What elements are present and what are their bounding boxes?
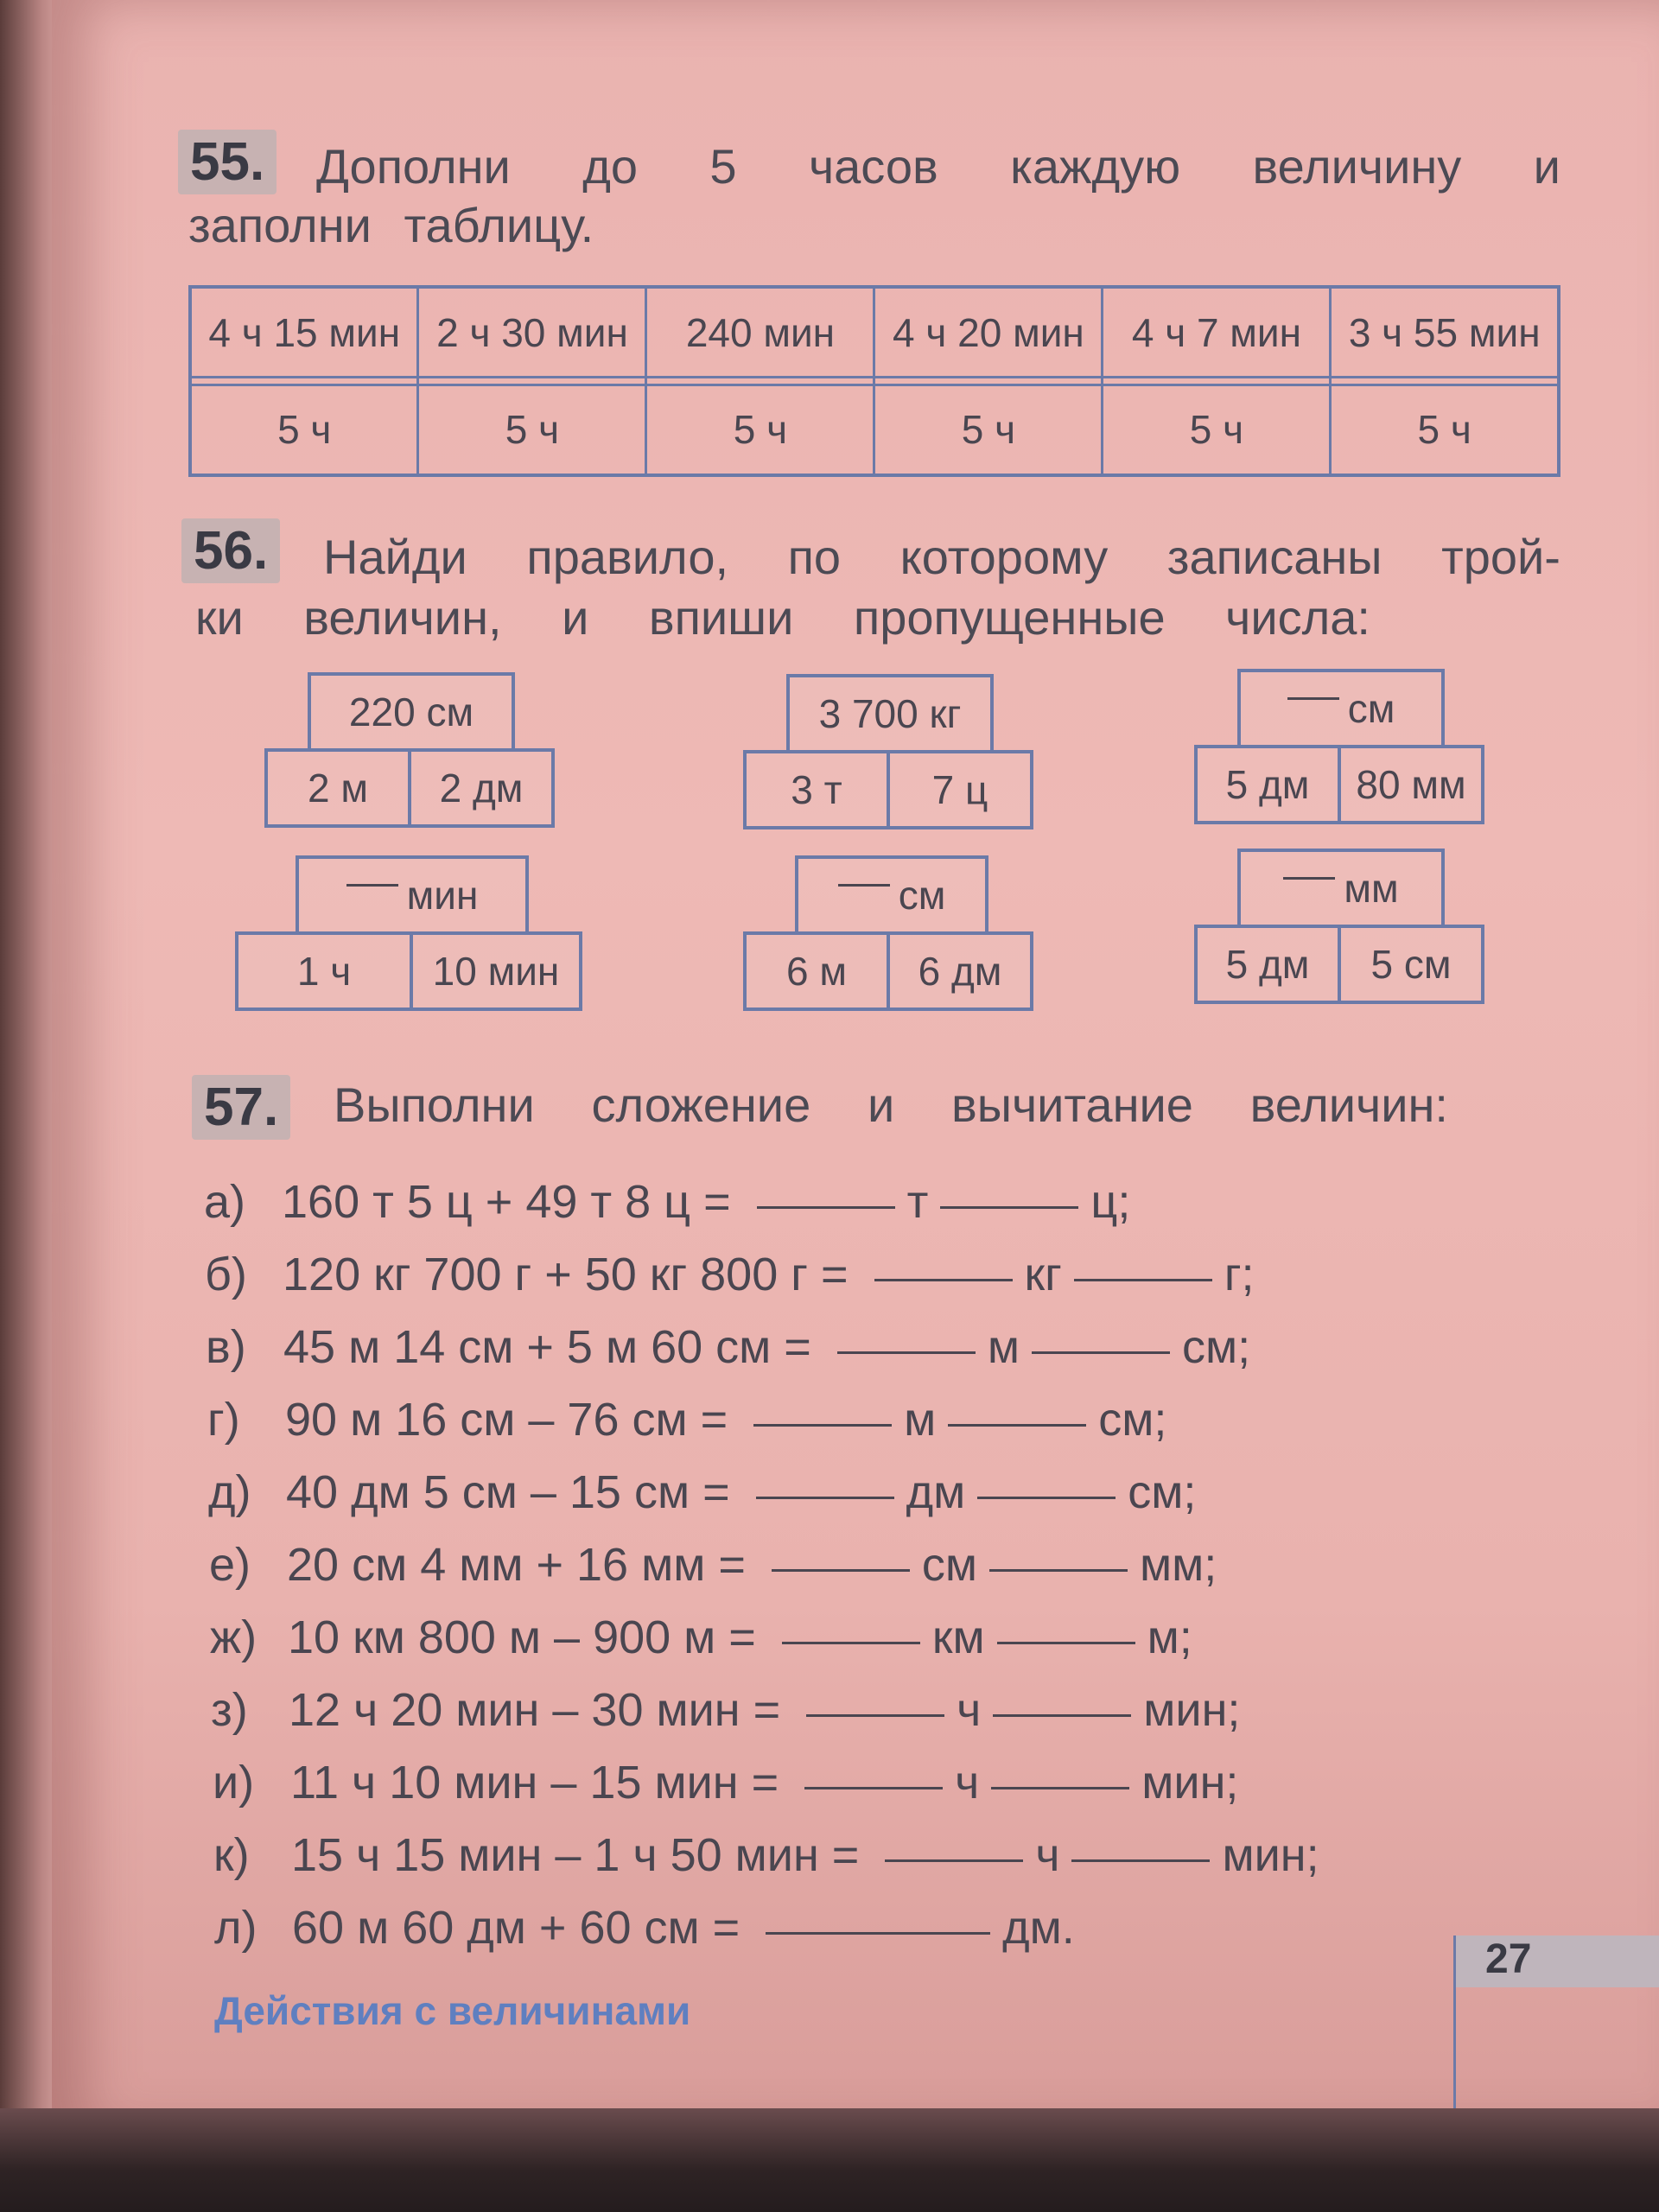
table-cell: 3 ч 55 мин	[1331, 287, 1559, 378]
page-number-rule	[1453, 1987, 1456, 2117]
task-expression: 160 т 5 ц + 49 т 8 ц =	[282, 1176, 731, 1228]
unit-label: м;	[1147, 1611, 1192, 1663]
answer-blank[interactable]	[1032, 1351, 1170, 1354]
task-letter: е)	[209, 1539, 251, 1591]
unit-label: см;	[1128, 1466, 1197, 1518]
answer-blank[interactable]	[837, 1351, 976, 1354]
task-line	[206, 1320, 1250, 1374]
table-row-total	[190, 385, 1559, 475]
unit-label: ц;	[1090, 1176, 1131, 1228]
exercise-55-table	[188, 285, 1560, 477]
table-cell: 4 ч 15 мин	[190, 287, 418, 378]
triple-right: 5 см	[1338, 925, 1484, 1004]
section-title: Действия с величинами	[214, 1988, 691, 2033]
triple-left: 2 м	[264, 748, 411, 828]
task-expression: 90 м 16 см – 76 см =	[285, 1394, 728, 1446]
exercise-56-heading-line1: Найди правило, по которому записаны трой-	[323, 530, 1560, 584]
task-line	[213, 1756, 1238, 1809]
task-expression: 45 м 14 см + 5 м 60 см =	[283, 1321, 811, 1373]
answer-cell[interactable]	[1331, 378, 1559, 385]
answer-blank[interactable]	[991, 1787, 1129, 1789]
task-expression: 40 дм 5 см – 15 см =	[286, 1466, 730, 1518]
exercise-56-heading-line2: ки величин, и впиши пропущенные числа:	[195, 590, 1370, 645]
unit-label: м	[987, 1321, 1020, 1373]
page-number: 27	[1485, 1936, 1532, 1982]
task-line	[208, 1465, 1196, 1519]
answer-blank[interactable]	[346, 884, 398, 887]
unit-label: см;	[1098, 1394, 1167, 1446]
table-cell: 4 ч 7 мин	[1103, 287, 1331, 378]
triple-top[interactable]: мин	[296, 855, 529, 935]
answer-blank[interactable]	[874, 1279, 1013, 1281]
exercise-56-number: 56.	[181, 518, 280, 583]
answer-blank[interactable]	[948, 1424, 1086, 1427]
triple-left: 1 ч	[235, 931, 413, 1011]
table-cell: 4 ч 20 мин	[874, 287, 1103, 378]
unit-label: ч	[1035, 1829, 1060, 1881]
unit-label: ч	[957, 1684, 982, 1736]
unit-label: ч	[955, 1757, 980, 1808]
table-cell: 240 мин	[646, 287, 874, 378]
exercise-55-heading-line1: Дополни до 5 часов каждую величину и	[316, 139, 1560, 194]
task-line	[205, 1248, 1255, 1301]
triple-right: 80 мм	[1338, 745, 1484, 824]
triple-top: 220 см	[308, 672, 515, 752]
task-expression: 20 см 4 мм + 16 мм =	[287, 1539, 746, 1591]
table-cell: 5 ч	[646, 385, 874, 475]
task-expression: 11 ч 10 мин – 15 мин =	[290, 1757, 779, 1808]
task-line	[214, 1901, 1075, 1955]
table-cell: 5 ч	[190, 385, 418, 475]
task-expression: 10 км 800 м – 900 м =	[288, 1611, 756, 1663]
unit-label: т	[906, 1176, 929, 1228]
task-letter: и)	[213, 1757, 255, 1808]
unit-label: мин;	[1143, 1684, 1241, 1736]
task-line	[211, 1683, 1240, 1737]
task-line	[210, 1611, 1192, 1664]
answer-blank[interactable]	[806, 1714, 944, 1717]
table-row-given	[190, 287, 1559, 378]
page-number-box	[1453, 1936, 1659, 1987]
answer-blank[interactable]	[1283, 877, 1335, 880]
exercise-57-number: 57.	[192, 1075, 290, 1140]
answer-cell[interactable]	[1103, 378, 1331, 385]
task-letter: з)	[211, 1684, 248, 1736]
answer-blank[interactable]	[756, 1497, 894, 1499]
unit-label: дм.	[1002, 1902, 1075, 1954]
task-letter: д)	[208, 1466, 251, 1518]
answer-blank[interactable]	[1074, 1279, 1212, 1281]
task-letter: к)	[213, 1829, 250, 1881]
unit-label: г;	[1224, 1249, 1255, 1300]
triple-left: 5 дм	[1194, 745, 1341, 824]
task-expression: 120 кг 700 г + 50 кг 800 г =	[283, 1249, 849, 1300]
task-letter: в)	[206, 1321, 246, 1373]
unit-label: м	[904, 1394, 937, 1446]
unit-label: см;	[1181, 1321, 1251, 1373]
answer-cell[interactable]	[190, 378, 418, 385]
answer-cell[interactable]	[646, 378, 874, 385]
answer-blank[interactable]	[997, 1642, 1135, 1644]
answer-blank[interactable]	[757, 1206, 895, 1209]
triple-left: 3 т	[743, 750, 890, 830]
task-letter: ж)	[210, 1611, 257, 1663]
task-expression: 15 ч 15 мин – 1 ч 50 мин =	[291, 1829, 860, 1881]
triple-top[interactable]: см	[1237, 669, 1445, 748]
triple-top[interactable]: см	[795, 855, 988, 935]
answer-blank[interactable]	[766, 1932, 990, 1935]
table-cell: 5 ч	[874, 385, 1103, 475]
unit-label: кг	[1024, 1249, 1062, 1300]
unit-label: см	[921, 1539, 978, 1591]
unit-label: дм	[906, 1466, 966, 1518]
triple-left: 6 м	[743, 931, 890, 1011]
triple-right: 2 дм	[408, 748, 555, 828]
answer-blank[interactable]	[885, 1859, 1023, 1862]
answer-blank[interactable]	[1287, 697, 1339, 700]
answer-cell[interactable]	[874, 378, 1103, 385]
table-cell: 5 ч	[1103, 385, 1331, 475]
task-expression: 60 м 60 дм + 60 см =	[292, 1902, 741, 1954]
triple-left: 5 дм	[1194, 925, 1341, 1004]
table-row-answer	[190, 378, 1559, 385]
exercise-55-number: 55.	[178, 130, 276, 194]
task-line	[209, 1538, 1217, 1592]
answer-blank[interactable]	[989, 1569, 1128, 1572]
unit-label: мин;	[1222, 1829, 1319, 1881]
unit-label: км	[931, 1611, 985, 1663]
triple-right: 6 дм	[887, 931, 1033, 1011]
triple-top: 3 700 кг	[786, 674, 994, 753]
table-cell: 5 ч	[418, 385, 646, 475]
answer-cell[interactable]	[418, 378, 646, 385]
bottom-shadow	[0, 2108, 1659, 2212]
triple-right: 7 ц	[887, 750, 1033, 830]
task-letter: л)	[214, 1902, 257, 1954]
task-line	[207, 1393, 1166, 1446]
task-line	[213, 1828, 1319, 1882]
answer-blank[interactable]	[977, 1497, 1116, 1499]
answer-blank[interactable]	[804, 1787, 943, 1789]
table-cell: 5 ч	[1331, 385, 1559, 475]
triple-right: 10 мин	[410, 931, 582, 1011]
task-letter: а)	[204, 1176, 246, 1228]
answer-blank[interactable]	[838, 884, 890, 887]
answer-blank[interactable]	[782, 1642, 920, 1644]
table-cell: 2 ч 30 мин	[418, 287, 646, 378]
answer-blank[interactable]	[772, 1569, 910, 1572]
task-expression: 12 ч 20 мин – 30 мин =	[289, 1684, 781, 1736]
exercise-57-heading: Выполни сложение и вычитание величин:	[334, 1077, 1448, 1132]
unit-label: мм;	[1140, 1539, 1217, 1591]
answer-blank[interactable]	[940, 1206, 1078, 1209]
triple-top[interactable]: мм	[1237, 849, 1445, 928]
exercise-55-heading-line2: заполни таблицу.	[188, 198, 594, 252]
answer-blank[interactable]	[1071, 1859, 1210, 1862]
answer-blank[interactable]	[993, 1714, 1131, 1717]
task-letter: г)	[207, 1394, 240, 1446]
unit-label: мин;	[1141, 1757, 1239, 1808]
task-letter: б)	[205, 1249, 247, 1300]
task-line	[204, 1175, 1130, 1229]
answer-blank[interactable]	[753, 1424, 892, 1427]
